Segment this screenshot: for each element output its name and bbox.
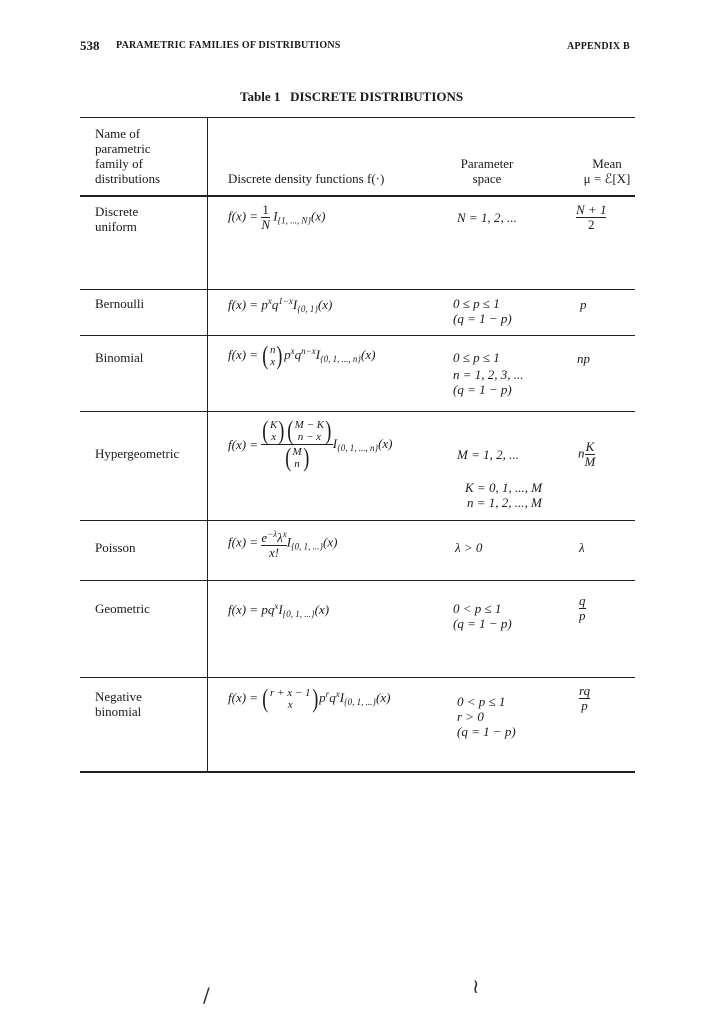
row-divider — [80, 335, 635, 336]
density-geometric: $f(x) = pq^xI_{\{0, 1, ...\}}(x)$ — [228, 601, 330, 619]
fraction: $\frac{1}{N}$ — [261, 202, 270, 232]
mean-discrete-uniform: $\frac{N + 1}{2}$ — [576, 202, 607, 232]
header-rule — [80, 195, 635, 197]
page-number: 538 — [80, 38, 100, 53]
table-caption-label: Table 1 — [240, 89, 281, 104]
binomial-coefficient: ( n x ) — [262, 341, 283, 370]
family-discrete-uniform: Discrete uniform — [95, 204, 139, 234]
parameter-hypergeometric: M = 1, 2, ... K = 0, 1, ..., M n = 1, 2, ..., M — [457, 447, 543, 510]
mean-hypergeometric: n $\frac{K}{M}$ — [578, 439, 596, 469]
poisson-fraction: $\frac{e^{-\lambda}\lambda^x}{x!}$ — [261, 529, 287, 560]
binomial-coefficient: ( r + x − 1 x ) — [262, 684, 318, 713]
parameter-poisson: λ > 0 — [455, 540, 483, 555]
handwritten-squiggle-icon: ≀ — [472, 974, 480, 998]
family-hypergeometric: Hypergeometric — [95, 446, 180, 461]
mean-negative-binomial: $\frac{rq}{p}$ — [579, 683, 591, 713]
parameter-discrete-uniform: N = 1, 2, ... — [457, 210, 517, 225]
table-caption-title: DISCRETE DISTRIBUTIONS — [290, 89, 464, 104]
density-poisson: f(x) = $\frac{e^{-\lambda}\lambda^x}{x!}$ $I_{\{0, 1, ...\}}(x)$ — [228, 529, 338, 560]
appendix-label: APPENDIX B — [567, 41, 630, 52]
table-top-rule — [80, 117, 635, 118]
row-divider — [80, 580, 635, 581]
parameter-geometric: 0 < p ≤ 1 (q = 1 − p) — [453, 601, 512, 631]
row-divider — [80, 289, 635, 290]
row-divider — [80, 520, 635, 521]
table-caption — [240, 89, 463, 105]
header-parameter: Parameter space — [460, 156, 514, 186]
header-mean: Mean μ = ℰ[X] — [583, 156, 631, 186]
column-divider — [207, 117, 208, 773]
density-discrete-uniform: f(x) = $\frac{1}{N}$ $I_{\{1, ..., N\}}(x)$ — [228, 202, 326, 232]
density-negative-binomial: f(x) = ( r + x − 1 x ) $p^rq^xI_{\{0, 1, ...\}}(x)$ — [228, 684, 391, 713]
family-negative-binomial: Negative binomial — [95, 689, 142, 719]
mean-bernoulli: p — [580, 297, 587, 312]
family-bernoulli: Bernoulli — [95, 296, 145, 311]
mean-binomial: np — [577, 351, 590, 366]
row-divider — [80, 677, 635, 678]
handwritten-stroke-icon: / — [203, 983, 210, 1007]
family-binomial: Binomial — [95, 350, 144, 365]
density-bernoulli: $f(x) = p^xq^{1-x}I_{\{0, 1\}}(x)$ — [228, 296, 333, 314]
header-family: Name of parametric family of distributions — [95, 126, 161, 186]
header-density: Discrete density functions f(·) — [228, 171, 385, 186]
mean-geometric: $\frac{q}{p}$ — [579, 593, 586, 623]
density-hypergeometric: f(x) = ( K x ) ( M − K n − x ) ( M n ) $I_{\{0, 1, ..., n\}}(x)$ — [228, 416, 393, 472]
mean-poisson: λ — [579, 540, 585, 555]
table-bottom-rule — [80, 771, 635, 773]
density-binomial: f(x) = ( n x ) $p^xq^{n-x}I_{\{0, 1, ..., n\}}(x)$ — [228, 341, 376, 370]
parameter-negative-binomial: 0 < p ≤ 1 r > 0 (q = 1 − p) — [457, 694, 516, 739]
running-title: PARAMETRIC FAMILIES OF DISTRIBUTIONS — [116, 40, 341, 51]
parameter-bernoulli: 0 ≤ p ≤ 1 (q = 1 − p) — [453, 296, 512, 326]
family-poisson: Poisson — [95, 540, 136, 555]
family-geometric: Geometric — [95, 601, 150, 616]
hypergeometric-fraction: ( K x ) ( M − K n − x ) ( M n ) — [262, 416, 332, 472]
row-divider — [80, 411, 635, 412]
parameter-binomial: 0 ≤ p ≤ 1 n = 1, 2, 3, ... (q = 1 − p) — [453, 350, 524, 397]
